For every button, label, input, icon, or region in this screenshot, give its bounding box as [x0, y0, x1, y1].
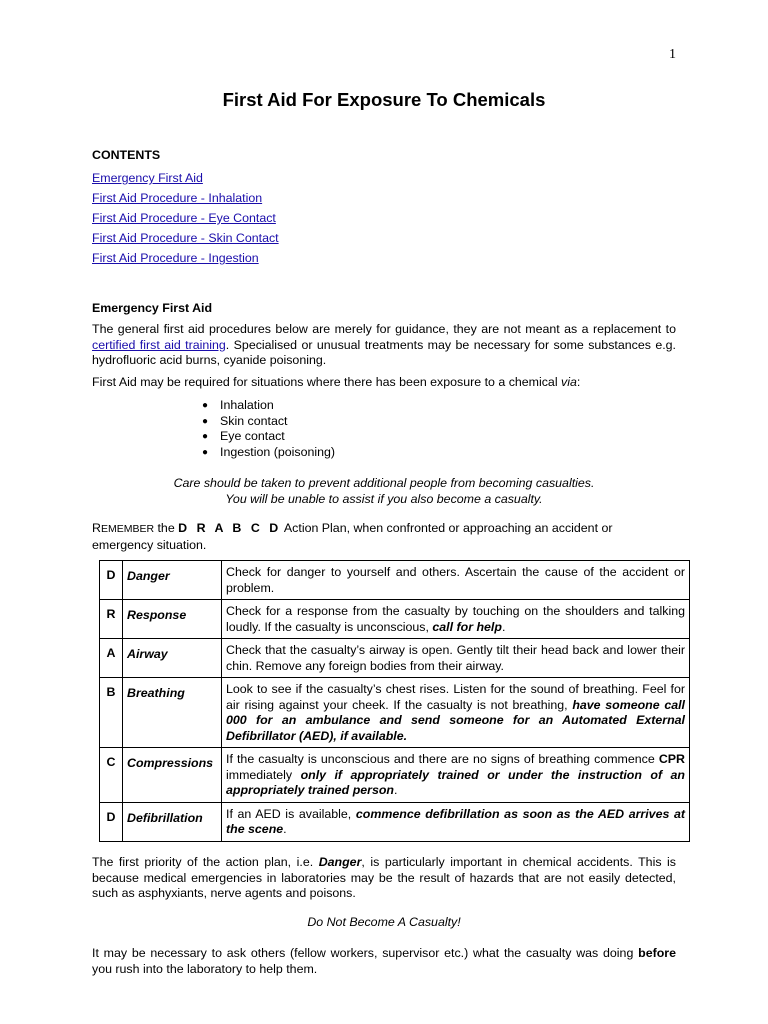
dont-become-casualty: Do Not Become A Casualty! [307, 915, 461, 929]
table-row [100, 561, 690, 600]
row-step: Response [123, 600, 222, 639]
exposure-paragraph [92, 375, 676, 391]
drabcd-table [99, 560, 690, 842]
remember-smallcaps: EMEMBER [100, 523, 155, 535]
table-row [100, 748, 690, 803]
list-item-text: Eye contact [220, 429, 285, 444]
exposure-text: First Aid may be required for situations where there has been exposure to a chemical [92, 375, 562, 389]
list-item [200, 398, 500, 414]
toc-link-skin-contact[interactable]: First Aid Procedure - Skin Contact [92, 231, 279, 245]
toc-item [92, 231, 676, 251]
remember-paragraph [92, 521, 676, 553]
row-step: Compressions [123, 748, 222, 803]
row-description [222, 600, 690, 639]
priority-paragraph [92, 855, 676, 902]
row-letter: D [100, 561, 123, 600]
description-text: If an AED is available, [226, 806, 356, 821]
description-text: If the casualty is unconscious and there are no signs of breathing commence [226, 752, 659, 766]
row-description [222, 748, 690, 803]
table-row [100, 678, 690, 748]
toc-item [92, 191, 676, 211]
description-emphasis: call for help [432, 619, 502, 634]
list-item [200, 445, 500, 461]
ask-before: before [638, 946, 676, 960]
description-end: . [501, 619, 506, 634]
row-description [222, 561, 690, 600]
row-description [222, 678, 690, 748]
table-row [100, 802, 690, 841]
toc-link-eye-contact[interactable]: First Aid Procedure - Eye Contact [92, 211, 276, 225]
toc-link-emergency-first-aid[interactable]: Emergency First Aid [92, 171, 203, 185]
toc-link-ingestion[interactable]: First Aid Procedure - Ingestion [92, 251, 259, 265]
row-letter: R [100, 600, 123, 639]
priority-danger: Danger [318, 855, 362, 869]
description-end: . [283, 822, 287, 836]
casualty-warning [92, 476, 676, 507]
description-text: Check for a response from the casualty by touching on the shoulders and talking loudly. If the casualty is unconscious, [226, 604, 685, 634]
row-letter: A [100, 639, 123, 678]
list-item [200, 429, 500, 445]
row-description [222, 802, 690, 841]
row-letter: B [100, 678, 123, 748]
ask-text-end: you rush into the laboratory to help them. [92, 961, 318, 976]
exposure-via: via [561, 375, 577, 389]
bullet-icon: ● [202, 431, 209, 443]
certified-training-link[interactable]: certified first aid training [92, 337, 226, 352]
list-item [200, 414, 500, 430]
list-item-text: Inhalation [220, 398, 274, 412]
table-row [100, 639, 690, 678]
priority-text-start: The first priority of the action plan, i.e. [92, 855, 319, 869]
row-step: Breathing [123, 678, 222, 748]
page-title: First Aid For Exposure To Chemicals [222, 89, 546, 110]
intro-text-start: The general first aid procedures below are merely for guidance, they are not meant as a replacement to [92, 322, 676, 336]
warning-line-2: You will be unable to assist if you also become a casualty. [225, 491, 543, 506]
priority-text-end: , is particularly important in chemical accidents. This is because medical emergencies in laboratories may be the result of hazards that are not easily detected, such as asphyxiants, nerve agents and poisons. [92, 855, 676, 900]
drabcd-acronym: D R A B C D [178, 521, 282, 535]
list-item-text: Ingestion (poisoning) [220, 444, 336, 459]
toc-item [92, 251, 676, 271]
section-heading-emergency-first-aid: Emergency First Aid [92, 301, 213, 315]
description-emphasis: have someone call 000 for an ambulance and send someone for an Automated External Defibrillator (AED), if available. [226, 697, 685, 743]
description-emphasis: only if appropriately trained or under the instruction of an appropriately trained person [226, 767, 685, 797]
bullet-icon: ● [202, 446, 209, 458]
toc-item [92, 211, 676, 231]
row-description [222, 639, 690, 678]
table-of-contents [92, 171, 676, 271]
description-cpr: CPR [658, 752, 685, 766]
remember-rest: Action Plan, when confronted or approaching an accident or emergency situation. [92, 521, 613, 552]
row-step: Danger [123, 561, 222, 600]
bullet-icon: ● [202, 415, 209, 427]
remember-initial: R [92, 521, 101, 535]
page-number: 1 [669, 47, 676, 62]
intro-paragraph [92, 322, 676, 369]
description-emphasis: commence defibrillation as soon as the AED arrives at the scene [226, 806, 685, 836]
table-row [100, 600, 690, 639]
toc-link-inhalation[interactable]: First Aid Procedure - Inhalation [92, 191, 263, 205]
contents-heading: CONTENTS [92, 148, 161, 162]
intro-text-end: . Specialised or unusual treatments may be necessary for some substances e.g. hydrofluoric acid burns, cyanide poisoning. [92, 337, 676, 367]
warning-line-1: Care should be taken to prevent additional people from becoming casualties. [173, 476, 595, 490]
description-end: . [394, 783, 398, 797]
description-text: Check for danger to yourself and others. Ascertain the cause of the accident or problem. [226, 565, 685, 595]
ask-others-paragraph [92, 946, 676, 977]
description-text: Look to see if the casualty’s chest rises. Listen for the sound of breathing. Feel for air rising against your cheek. If the casualty is not breathing, [226, 682, 685, 712]
exposure-list [200, 398, 500, 460]
row-letter: C [100, 748, 123, 803]
exposure-colon: : [576, 375, 581, 389]
description-mid: immediately [226, 767, 301, 782]
toc-item [92, 171, 676, 191]
description-text: Check that the casualty’s airway is open. Gently tilt their head back and lower their chin. Remove any foreign bodies from their airway. [226, 643, 685, 673]
row-step: Defibrillation [123, 802, 222, 841]
bullet-icon: ● [202, 400, 209, 411]
row-step: Airway [123, 639, 222, 678]
list-item-text: Skin contact [220, 413, 288, 428]
ask-text-start: It may be necessary to ask others (fellow workers, supervisor etc.) what the casualty was doing [92, 946, 639, 960]
remember-the: the [154, 521, 179, 535]
row-letter: D [100, 802, 123, 841]
